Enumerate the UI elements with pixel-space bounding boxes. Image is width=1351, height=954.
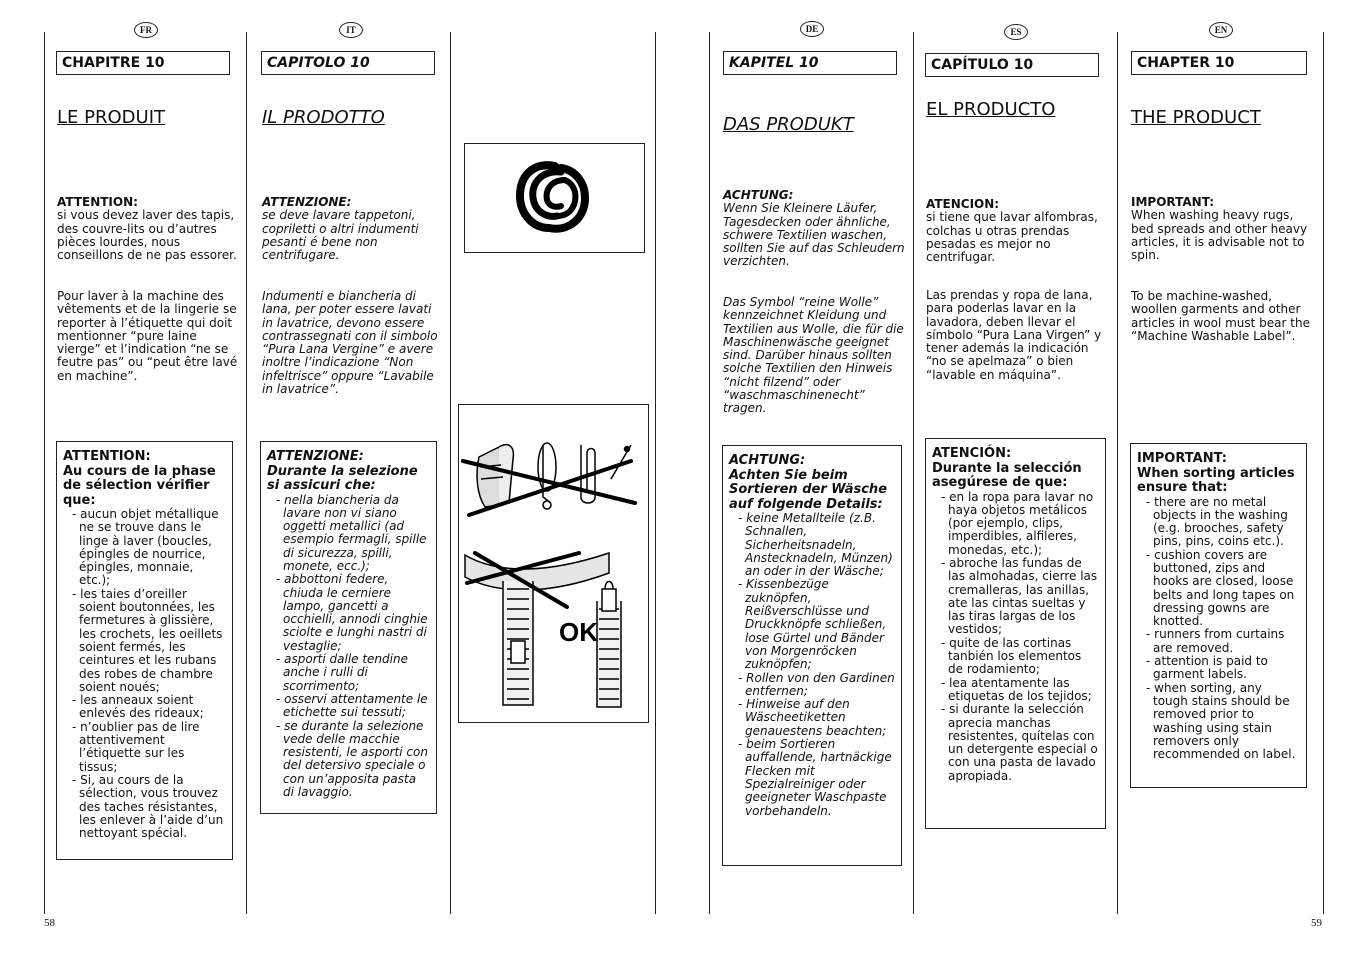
box-subheading-it: Durante la selezione si assicuri che: xyxy=(267,463,418,493)
column-rule xyxy=(1323,32,1324,914)
wool-paragraph-de: Das Symbol “reine Wolle” kennzeichnet Kleidung und Textilien aus Wolle, die für die Maschinenwäsche geeignet sind. Darüber hinaus sollten solche Textilien den Hinweis “nicht filzend” oder “waschmaschinenecht” tragen. xyxy=(723,295,904,416)
chapter-heading-en: CHAPTER 10 xyxy=(1131,51,1307,75)
sorting-illustration-frame xyxy=(458,404,649,723)
chapter-heading-it: CAPITOLO 10 xyxy=(261,51,435,75)
sorting-box-de xyxy=(722,445,902,866)
list-item: - aucun objet métallique ne se trouve dans le linge à laver (boucles, épingles de nourrice, épingles, monnaie, etc.); xyxy=(72,508,226,588)
list-item: - n’oublier pas de lire attentivement l’étiquette sur les tissus; xyxy=(72,721,226,774)
ok-label: OK xyxy=(559,617,598,647)
column-rule xyxy=(44,32,45,914)
wool-paragraph-it: Indumenti e biancheria di lana, per poter essere lavati in lavatrice, devono essere contrassegnati con il simbolo “Pura Lana Vergine” e avere inoltre l’indicazione “Non infeltrisce” oppure “Lavabile in lavatrice”. xyxy=(262,289,438,397)
attention-label-it: ATTENZIONE: xyxy=(262,195,352,209)
attention-label-en: IMPORTANT: xyxy=(1131,195,1215,209)
pure-wool-icon xyxy=(465,144,644,252)
box-list-es xyxy=(932,491,1099,784)
box-list-de xyxy=(729,512,895,818)
list-item: - keine Metallteile (z.B. Schnallen, Sicherheitsnadeln, Anstecknadeln, Münzen) an oder in der Wäsche; xyxy=(738,512,895,578)
chapter-heading-es: CAPÍTULO 10 xyxy=(925,53,1099,77)
list-item: - se durante la selezione vede delle macchie resistenti, le asporti con del detersivo speciale o con un’apposita pasta di lavaggio. xyxy=(276,720,430,800)
list-item: - attention is paid to garment labels. xyxy=(1146,655,1300,682)
box-subheading-es: Durante la selección asegúrese de que: xyxy=(932,460,1082,490)
attention-text-es: si tiene que lavar alfombras, colchas u otras prendas pesadas es mejor no centrifugar. xyxy=(926,210,1098,265)
wool-paragraph-fr: Pour laver à la machine des vêtements et de la lingerie se reporter à l’étiquette qui doit mentionner “pure laine vierge” et l’indication “ne se feutre pas” ou “peut être lavé en machine”. xyxy=(57,289,238,383)
box-heading-it: ATTENZIONE: xyxy=(267,449,364,464)
column-rule xyxy=(450,32,451,914)
list-item: - Rollen von den Gardinen entfernen; xyxy=(738,672,895,699)
section-title-en: THE PRODUCT xyxy=(1131,107,1261,128)
sorting-box-en xyxy=(1130,443,1307,788)
list-item: - beim Sortieren auffallende, hartnäckige Flecken mit Spezialreiniger oder geeigneter Waschpaste vorbehandeln. xyxy=(738,738,895,818)
column-rule xyxy=(246,32,247,914)
list-item: - asporti dalle tendine anche i rulli di scorrimento; xyxy=(276,653,430,693)
lang-badge-es: ES xyxy=(1004,24,1028,40)
box-subheading-fr: Au cours de la phase de sélection vérifier que: xyxy=(63,463,216,508)
section-title-de: DAS PRODUKT xyxy=(723,114,854,135)
list-item: - abroche las fundas de las almohadas, cierre las cremalleras, las anillas, ate las cintas sueltas y las tiras largas de los vestidos; xyxy=(941,557,1099,637)
list-item: - osservi attentamente le etichette sui tessuti; xyxy=(276,693,430,720)
metal-objects-icon xyxy=(477,443,631,509)
lang-badge-fr: FR xyxy=(134,22,158,38)
list-item: - abbottoni federe, chiuda le cerniere lampo, gancetti a occhielli, annodi cinghie sciolte e lunghi nastri di vestaglie; xyxy=(276,573,430,653)
page-number-left: 58 xyxy=(44,917,55,929)
attention-text-fr: si vous devez laver des tapis, des couvre-lits ou d’autres pièces lourdes, nous conseillons de ne pas essorer. xyxy=(57,208,237,263)
box-subheading-en: When sorting articles ensure that: xyxy=(1137,465,1295,495)
column-rule xyxy=(655,32,656,914)
section-title-it: IL PRODOTTO xyxy=(262,107,385,128)
attention-note-es xyxy=(926,198,1106,264)
page-number-right: 59 xyxy=(1311,917,1322,929)
attention-text-it: se deve lavare tappetoni, copriletti o altri indumenti pesanti é bene non centrifugare. xyxy=(262,208,419,263)
sorting-box-fr xyxy=(56,441,233,860)
attention-label-es: ATENCION: xyxy=(926,197,1000,211)
attention-text-en: When washing heavy rugs, bed spreads and other heavy articles, it is advisable not to spin. xyxy=(1131,208,1308,263)
sorting-illustration xyxy=(459,405,648,722)
list-item: - nella biancheria da lavare non vi siano oggetti metallici (ad esempio fermagli, spille di sicurezza, spilli, monete, ecc.); xyxy=(276,494,430,574)
chapter-heading-fr: CHAPITRE 10 xyxy=(56,51,230,75)
box-list-it xyxy=(267,494,430,800)
column-rule xyxy=(1117,32,1118,914)
list-item: - cushion covers are buttoned, zips and hooks are closed, loose belts and long tapes on dressing gowns are knotted. xyxy=(1146,549,1300,629)
list-item: - there are no metal objects in the washing (e.g. brooches, safety pins, pins, coins etc.). xyxy=(1146,496,1300,549)
sorting-box-it xyxy=(260,441,437,814)
box-list-en xyxy=(1137,496,1300,762)
attention-label-fr: ATTENTION: xyxy=(57,195,138,209)
list-item: - when sorting, any tough stains should be removed prior to washing using stain removers only recommended on label. xyxy=(1146,682,1300,762)
lang-badge-it: IT xyxy=(339,22,363,38)
attention-note-it xyxy=(262,196,442,262)
chapter-heading-de: KAPITEL 10 xyxy=(723,51,897,75)
list-item: - les taies d’oreiller soient boutonnées, les fermetures à glissière, les crochets, les oeillets soient fermés, les ceintures et les rubans des robes de chambre soient noués; xyxy=(72,588,226,694)
box-heading-en: IMPORTANT: xyxy=(1137,451,1227,466)
list-item: - runners from curtains are removed. xyxy=(1146,628,1300,655)
list-item: - lea atentamente las etiquetas de los tejidos; xyxy=(941,677,1099,704)
attention-note-en xyxy=(1131,196,1311,262)
box-heading-fr: ATTENTION: xyxy=(63,449,151,464)
column-rule xyxy=(913,32,914,914)
list-item: - si durante la selección aprecia manchas resistentes, quítelas con un detergente especial o con una pasta de lavado apropiada. xyxy=(941,703,1099,783)
list-item: - Kissenbezüge zuknöpfen, Reißverschlüsse und Druckknöpfe schließen, lose Gürtel und Bänder von Morgenröcken zuknöpfen; xyxy=(738,578,895,671)
lang-badge-en: EN xyxy=(1209,22,1233,38)
attention-note-fr xyxy=(57,196,239,262)
attention-label-de: ACHTUNG: xyxy=(723,188,794,202)
list-item: - les anneaux soient enlevés des rideaux; xyxy=(72,694,226,721)
wool-paragraph-es: Las prendas y ropa de lana, para poderlas lavar en la lavadora, deben llevar el símbolo “Pura Lana Virgen” y tener además la indicación “no se apelmaza” o bien “lavable en máquina”. xyxy=(926,288,1102,382)
column-rule xyxy=(709,32,710,914)
box-heading-de: ACHTUNG: xyxy=(729,453,806,468)
section-title-es: EL PRODUCTO xyxy=(926,99,1056,120)
section-title-fr: LE PRODUIT xyxy=(57,107,165,128)
box-subheading-de: Achten Sie beim Sortieren der Wäsche auf folgende Details: xyxy=(729,467,888,512)
attention-note-de xyxy=(723,189,905,269)
sorting-box-es xyxy=(925,438,1106,829)
list-item: - en la ropa para lavar no haya objetos metálicos (por ejemplo, clips, imperdibles, alfileres, monedas, etc.); xyxy=(941,491,1099,557)
box-list-fr xyxy=(63,508,226,840)
list-item: - Si, au cours de la sélection, vous trouvez des taches résistantes, les enlever à l’aide d’un nettoyant spécial. xyxy=(72,774,226,840)
lang-badge-de: DE xyxy=(800,21,824,37)
list-item: - Hinweise auf den Wäscheetiketten genauestens beachten; xyxy=(738,698,895,738)
list-item: - quite de las cortinas tanbién los elementos de rodamiento; xyxy=(941,637,1099,677)
closed-zipper-icon xyxy=(597,582,621,708)
box-heading-es: ATENCIÓN: xyxy=(932,446,1012,461)
wool-symbol-frame xyxy=(464,143,645,253)
wool-paragraph-en: To be machine-washed, woollen garments and other articles in wool must bear the “Machine Washable Label”. xyxy=(1131,289,1310,343)
attention-text-de: Wenn Sie Kleinere Läufer, Tagesdecken oder ähnliche, schwere Textilien waschen, sollten Sie auf das Schleudern verzichten. xyxy=(723,201,905,269)
